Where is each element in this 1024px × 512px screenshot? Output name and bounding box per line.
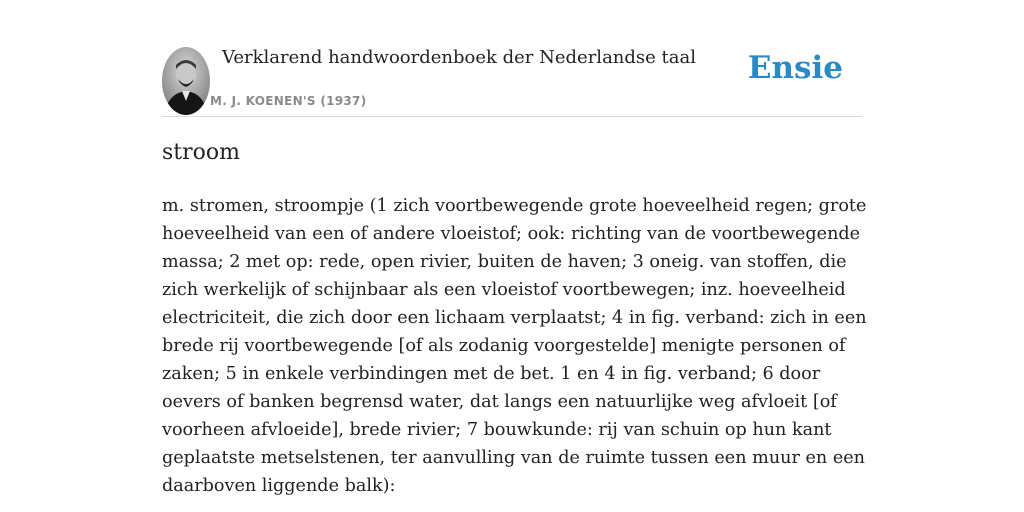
dictionary-author: M. J. KOENEN'S (1937) xyxy=(210,94,367,108)
dictionary-title: Verklarend handwoordenboek der Nederlandse taal xyxy=(222,47,696,68)
ensie-logo-link[interactable]: Ensie xyxy=(747,50,843,86)
entry-headword: stroom xyxy=(162,140,240,165)
entry-definition: m. stromen, stroompje (1 zich voortbewegende grote hoeveelheid regen; grote hoeveelheid van een of andere vloeistof; ook: richting van de voortbewegende massa; 2 met op: rede, open rivier, buiten de haven; 3 oneig. van stoffen, die zich werkelijk of schijnbaar als een vloeistof voortbewegen; inz. hoeveelheid electriciteit, die zich door een lichaam verplaatst; 4 in fig. verband: zich in een brede rij voortbewegende [of als zodanig voorgestelde] menigte personen of zaken; 5 in enkele verbindingen met de bet. 1 en 4 in fig. verband; 6 door oevers of banken begrensd water, dat langs een natuurlijke weg afvloeit [of voorheen afvloeide], brede rivier; 7 bouwkunde: rij van schuin op hun kant geplaatste metselstenen, ter aanvulling van de ruimte tussen een muur en een daarboven liggende balk): xyxy=(162,196,867,496)
site-header xyxy=(162,44,862,117)
author-portrait-icon xyxy=(162,47,210,115)
